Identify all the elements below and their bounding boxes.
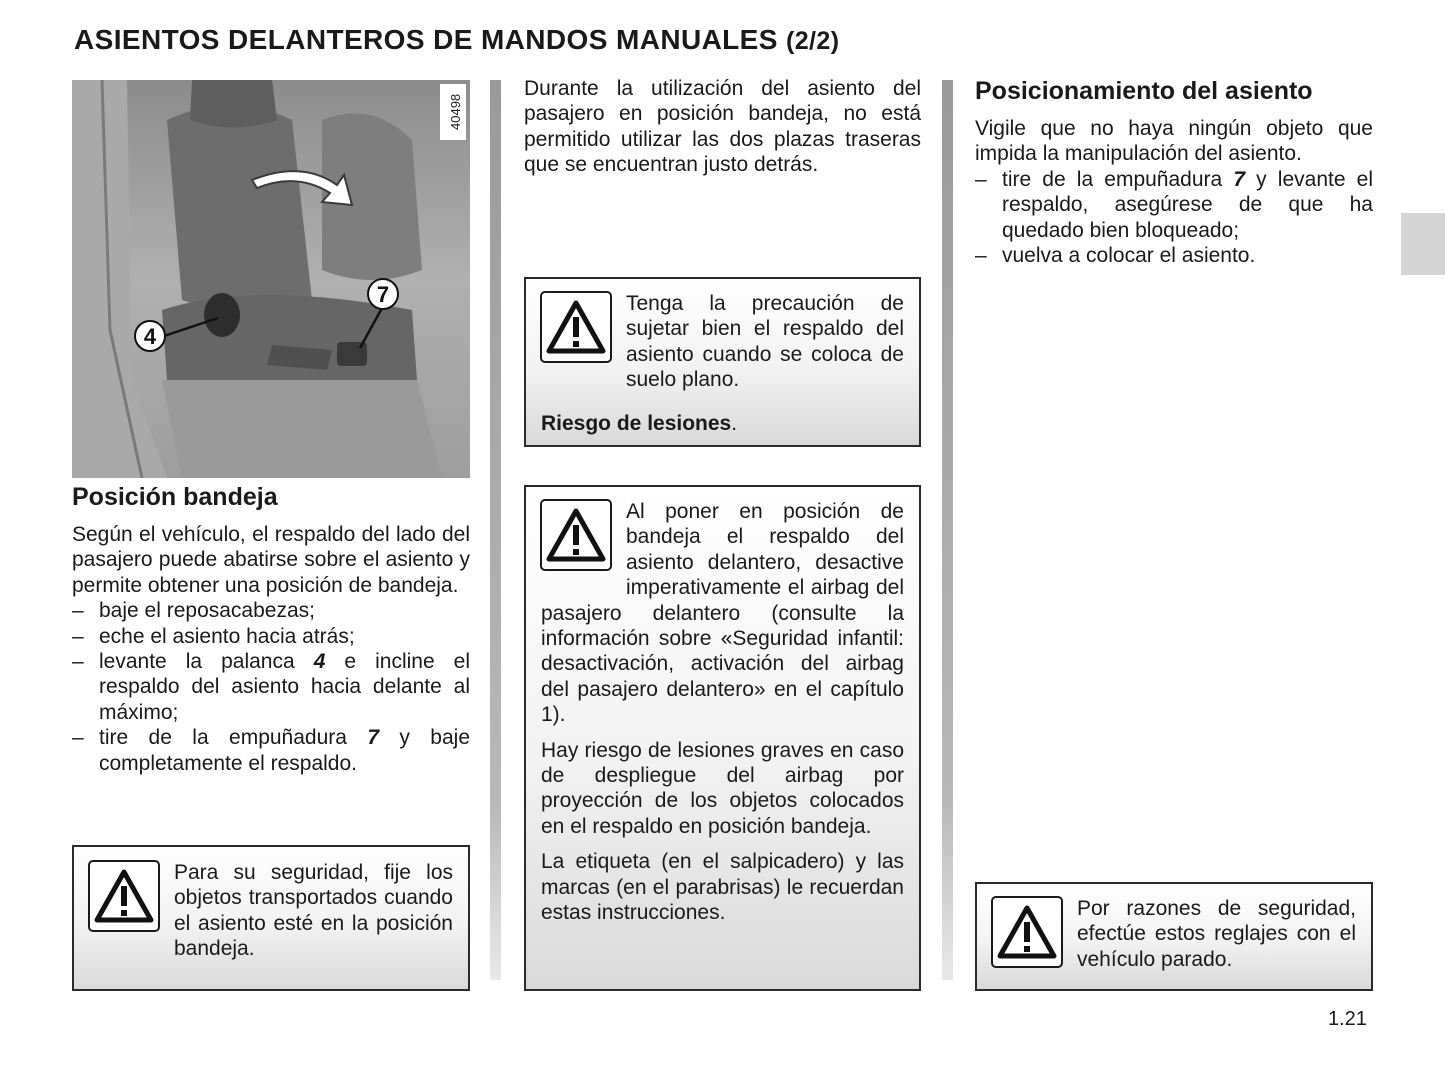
page-number: 1.21 xyxy=(1328,1008,1367,1030)
bandeja-intro: Según el vehículo, el respaldo del lado del pasajero puede abatirse sobre el asiento y permite obtener una posición de bandeja. xyxy=(72,523,470,597)
seat-illustration xyxy=(72,80,470,478)
figure-code: 40498 xyxy=(448,93,463,130)
warning-airbag-text: Al poner en posición de bandeja el respaldo del asiento delantero, desactive imperativamente el airbag del pasajero delantero (consulte la información sobre «Seguridad infantil: desactivación, activación del airbag del pasajero delantero» en el capítulo 1). xyxy=(541,500,904,727)
callout-4: 4 xyxy=(143,324,157,349)
list-item: – tire de la empuñadura 7 y levante el respaldo, asegúrese de que ha quedado bien bloqueado; xyxy=(975,167,1373,243)
ref-number: 7 xyxy=(367,726,380,750)
ref-number: 7 xyxy=(1233,167,1246,191)
warning-triangle-icon xyxy=(991,896,1063,968)
warning-injury-text: Hay riesgo de lesiones graves en caso de despliegue del airbag por proyección de los objetos colocados en el respaldo en posición bandeja. xyxy=(541,738,904,838)
callout-7: 7 xyxy=(376,282,390,307)
warning-triangle-icon xyxy=(540,291,612,363)
warning-box-middle-1 xyxy=(524,277,921,447)
right-column xyxy=(975,76,1373,268)
page-title: ASIENTOS DELANTEROS DE MANDOS MANUALES (2/2) xyxy=(74,24,840,55)
warning-text: Para su seguridad, fije los objetos transportados cuando el asiento esté en la posición bandeja. xyxy=(174,861,453,961)
posicionamiento-steps xyxy=(975,167,1373,269)
middle-column xyxy=(524,76,921,178)
warning-label-text: La etiqueta (en el salpicadero) y las marcas (en el parabrisas) le recuerdan estas instrucciones. xyxy=(541,850,904,925)
section-heading-bandeja: Posición bandeja xyxy=(72,483,278,511)
left-column xyxy=(72,482,470,776)
list-item: – vuelva a colocar el asiento. xyxy=(975,243,1373,268)
list-item: – levante la palanca 4 e incline el respaldo del asiento hacia delante al máximo; xyxy=(72,649,470,725)
chapter-thumb-tab xyxy=(1401,213,1445,275)
warning-text: Por razones de seguridad, efectúe estos reglajes con el vehículo parado. xyxy=(1077,897,1356,971)
warning-risk: Riesgo de lesiones. xyxy=(541,411,738,435)
warning-triangle-icon xyxy=(540,499,612,571)
list-item: – eche el asiento hacia atrás; xyxy=(72,624,470,649)
list-item: – baje el reposacabezas; xyxy=(72,598,470,623)
column-divider-right xyxy=(942,80,953,980)
warning-triangle-icon xyxy=(88,860,160,932)
section-heading-posicionamiento: Posicionamiento del asiento xyxy=(975,77,1313,105)
posicionamiento-intro: Vigile que no haya ningún objeto que impida la manipulación del asiento. xyxy=(975,117,1373,166)
warning-text: Tenga la precaución de sujetar bien el respaldo del asiento cuando se coloca de suelo plano. xyxy=(626,292,904,392)
list-item: – tire de la empuñadura 7 y baje completamente el respaldo. xyxy=(72,725,470,776)
bandeja-steps xyxy=(72,598,470,776)
ref-number: 4 xyxy=(313,650,326,674)
warning-box-middle-2 xyxy=(524,485,921,991)
warning-box-right xyxy=(975,882,1373,991)
warning-box-left xyxy=(72,845,470,991)
page-title-suffix: (2/2) xyxy=(786,27,840,55)
column-divider-left xyxy=(490,80,501,980)
middle-intro: Durante la utilización del asiento del pasajero en posición bandeja, no está permitido utilizar las dos plazas traseras que se encuentran justo detrás. xyxy=(524,77,921,177)
